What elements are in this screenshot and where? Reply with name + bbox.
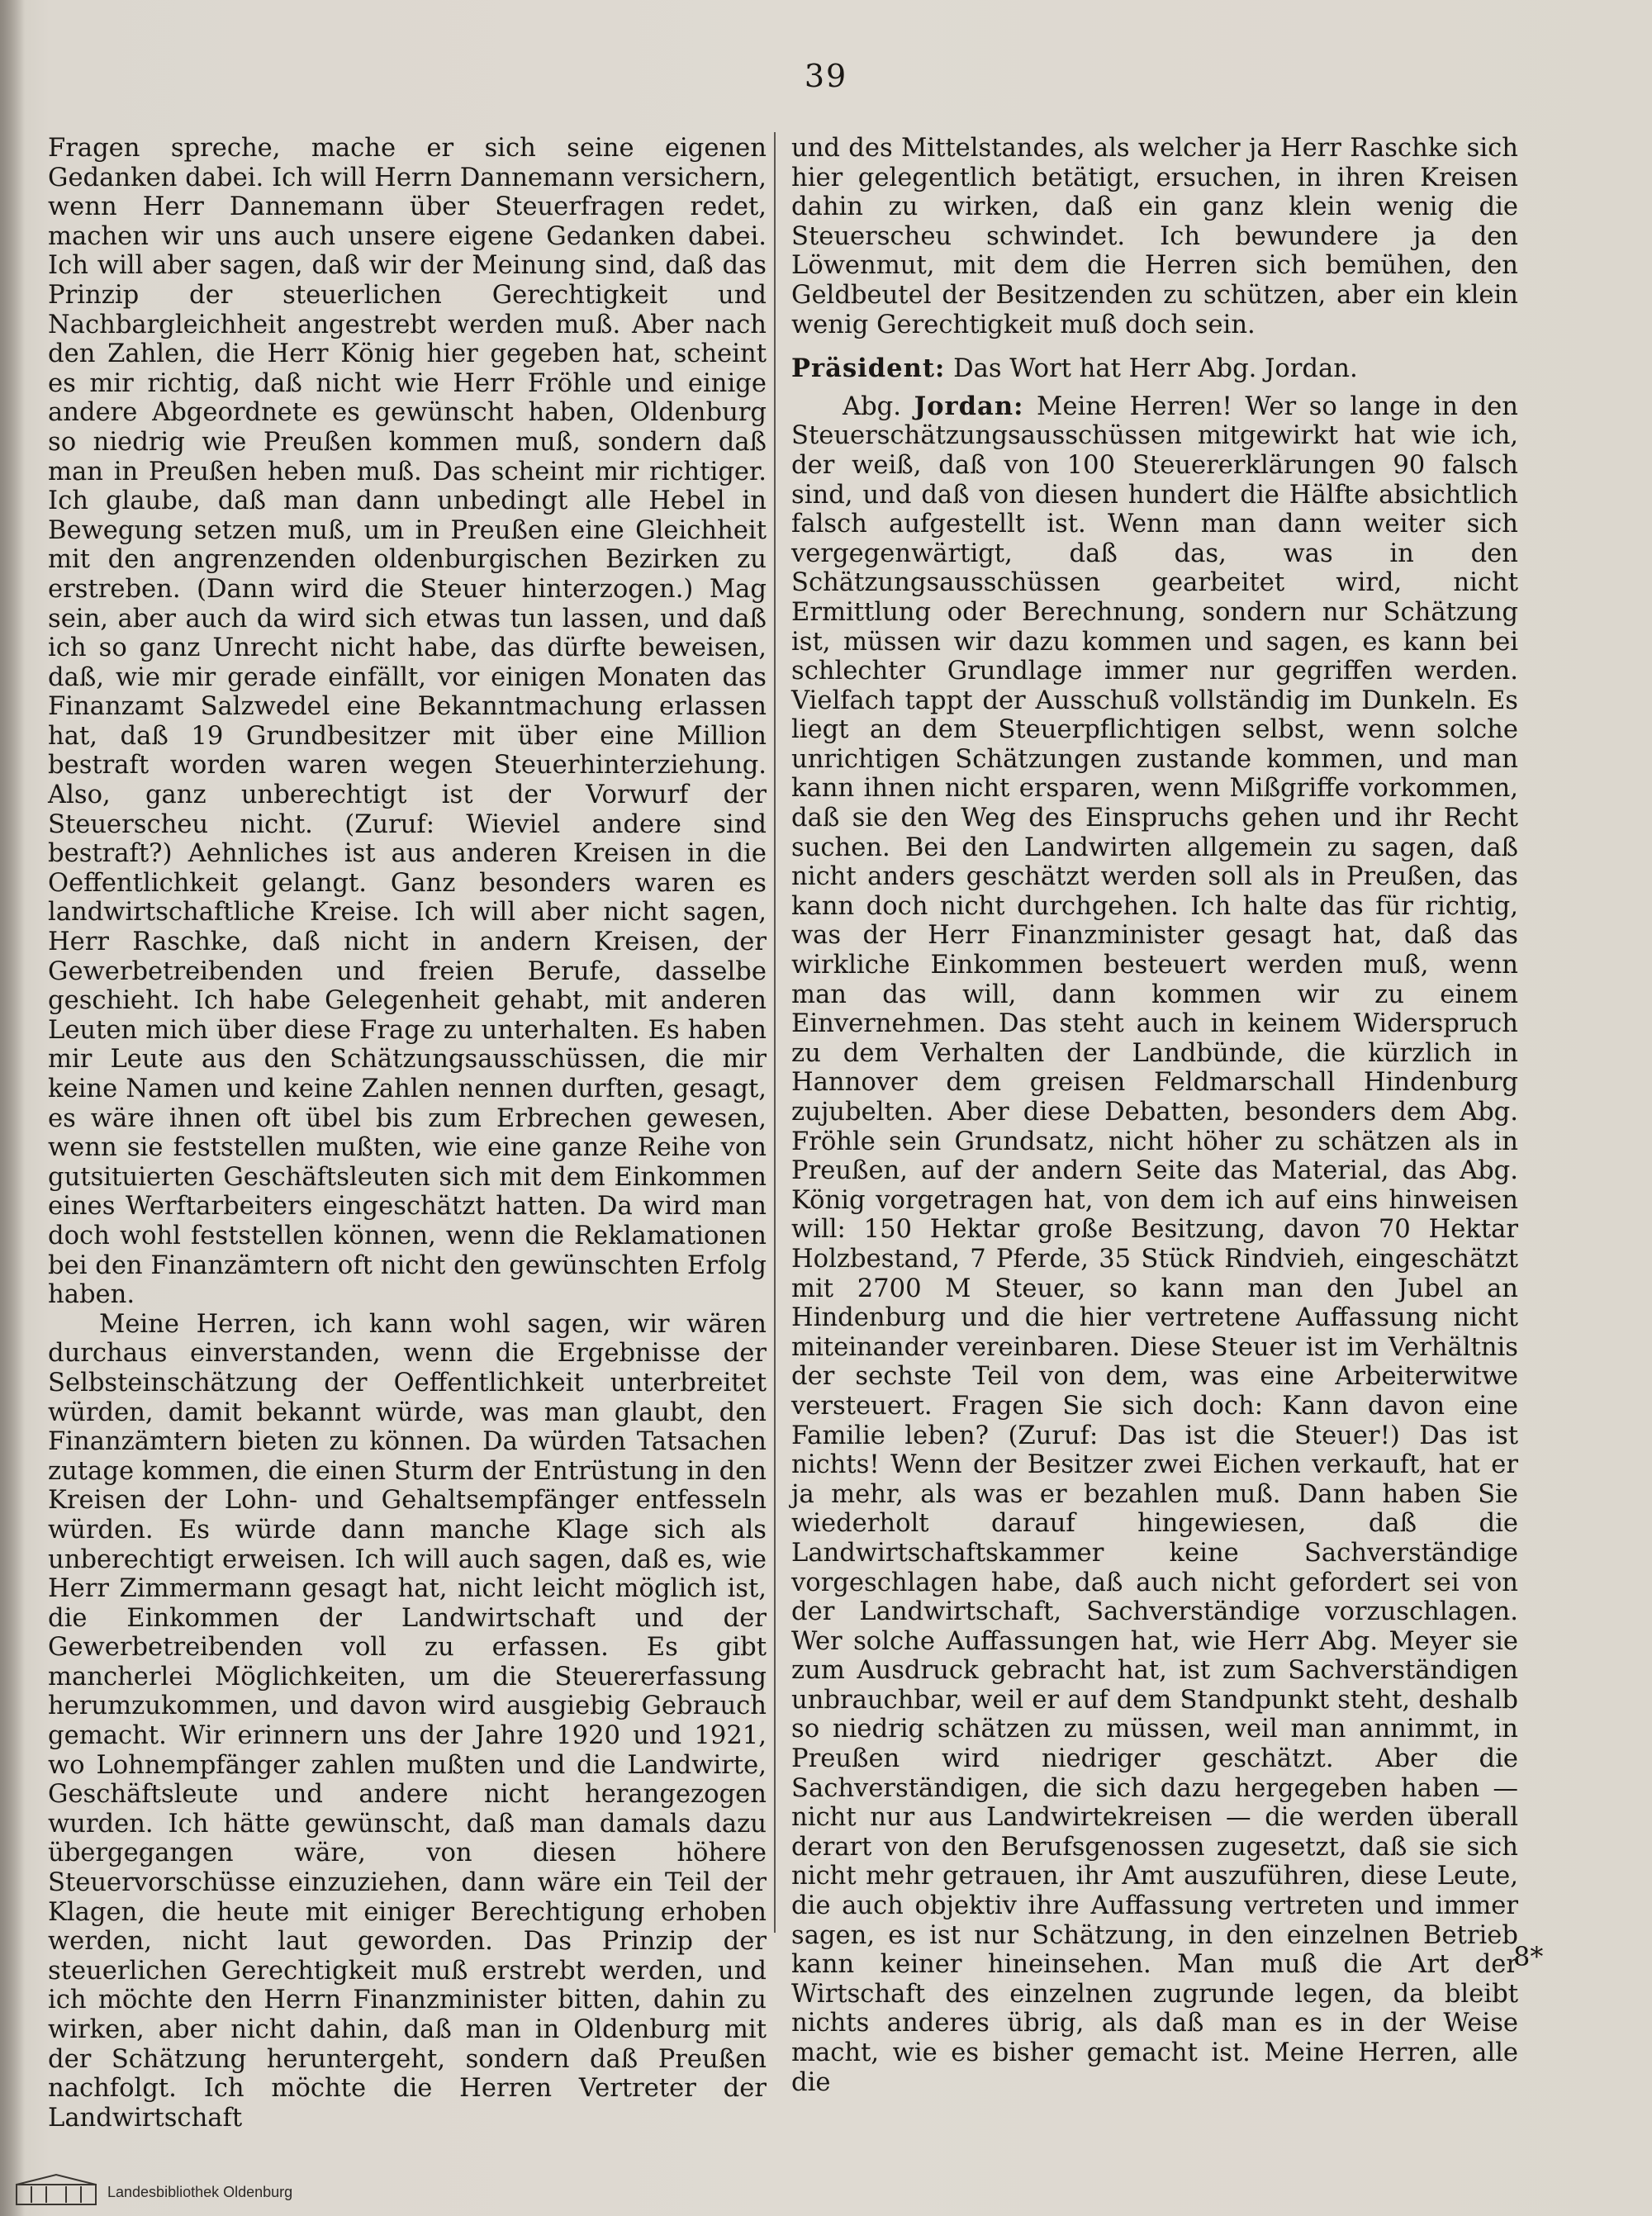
right-column [791, 134, 1518, 2097]
president-line [791, 354, 1518, 384]
library-logo-icon [15, 2173, 97, 2206]
column-divider [774, 132, 776, 1933]
speaker-label: Jordan: [914, 391, 1024, 421]
left-paragraph-1: Fragen spreche, mache er sich seine eigenen Gedanken dabei. Ich will Herrn Dannemann versichern, wenn Herr Dannemann über Steuerfragen redet, machen wir uns auch unsere eigene Gedanken dabei. Ich will aber sagen, daß wir der Meinung sind, daß das Prinzip der steuerlichen Gerechtigkeit und Nachbargleichheit angestrebt werden muß. Aber nach den Zahlen, die Herr König hier gegeben hat, scheint es mir richtig, daß nicht wie Herr Fröhle und einige andere Abgeordnete es gewünscht haben, Oldenburg so niedrig wie Preußen kommen muß, sondern daß man in Preußen heben muß. Das scheint mir richtiger. Ich glaube, daß man dann unbedingt alle Hebel in Bewegung setzen muß, um in Preußen eine Gleichheit mit den angrenzenden oldenburgischen Bezirken zu erstreben. (Dann wird die Steuer hinterzogen.) Mag sein, aber auch da wird sich etwas tun lassen, und daß ich so ganz Unrecht nicht habe, das dürfte beweisen, daß, wie mir gerade einfällt, vor einigen Monaten das Finanzamt Salzwedel eine Bekanntmachung erlassen hat, daß 19 Grundbesitzer mit über eine Million bestraft worden waren wegen Steuerhinterziehung. Also, ganz unberechtigt ist der Vorwurf der Steuerscheu nicht. (Zuruf: Wieviel andere sind bestraft?) Aehnliches ist aus anderen Kreisen in die Oeffentlichkeit gelangt. Ganz besonders waren es landwirtschaftliche Kreise. Ich will aber nicht sagen, Herr Raschke, daß nicht in andern Kreisen, der Gewerbetreibenden und freien Berufe, dasselbe geschieht. Ich habe Gelegenheit gehabt, mit anderen Leuten mich über diese Frage zu unterhalten. Es haben mir Leute aus den Schätzungsausschüssen, die mir keine Namen und keine Zahlen nennen durften, gesagt, es wäre ihnen oft übel bis zum Erbrechen gewesen, wenn sie feststellen mußten, wie eine ganze Reihe von gutsituierten Geschäftsleuten sich mit dem Einkommen eines Werftarbeiters eingeschätzt hatten. Da wird man doch wohl feststellen können, wenn die Reklamationen bei den Finanzämtern oft nicht den gewünschten Erfolg haben. [48, 134, 767, 1310]
president-text: Das Wort hat Herr Abg. Jordan. [953, 354, 1358, 384]
left-paragraph-2: Meine Herren, ich kann wohl sagen, wir wären durchaus einverstanden, wenn die Ergebnisse der Selbsteinschätzung der Oeffentlichkeit unterbreitet würden, damit bekannt würde, was man glaubt, den Finanzämtern bieten zu können. Da würden Tatsachen zutage kommen, die einen Sturm der Entrüstung in den Kreisen der Lohn- und Gehaltsempfänger entfesseln würden. Es würde dann manche Klage sich als unberechtigt erweisen. Ich will auch sagen, daß es, wie Herr Zimmermann gesagt hat, nicht leicht möglich ist, die Einkommen der Landwirtschaft und der Gewerbetreibenden voll zu erfassen. Es gibt mancherlei Möglichkeiten, um die Steuererfassung herumzukommen, und davon wird ausgiebig Gebrauch gemacht. Wir erinnern uns der Jahre 1920 und 1921, wo Lohnempfänger zahlen mußten und die Landwirte, Geschäftsleute und andere nicht herangezogen wurden. Ich hätte gewünscht, daß man damals dazu übergegangen wäre, von diesen höhere Steuervorschüsse einzuziehen, dann wäre ein Teil der Klagen, die heute mit einiger Berechtigung erhoben werden, nicht laut geworden. Das Prinzip der steuerlichen Gerechtigkeit muß erstrebt werden, und ich möchte den Herrn Finanzminister bitten, dahin zu wirken, aber nicht dahin, daß man in Oldenburg mit der Schätzung heruntergeht, sondern daß Preußen nachfolgt. Ich möchte die Herren Vertreter der Landwirtschaft [48, 1309, 767, 2133]
jordan-speech-text: Meine Herren! Wer so lange in den Steuerschätzungsausschüssen mitgewirkt hat wie ich, der weiß, daß von 100 Steuererklärungen 90 falsch sind, und daß von diesen hundert die Hälfte absichtlich falsch aufgestellt ist. Wenn man dann weiter sich vergegenwärtigt, daß das, was in den Schätzungsausschüssen gearbeitet wird, nicht Ermittlung oder Berechnung, sondern nur Schätzung ist, müssen wir dazu kommen und sagen, es kann bei schlechter Grundlage immer nur gegriffen werden. Vielfach tappt der Ausschuß vollständig im Dunkeln. Es liegt an dem Steuerpflichtigen selbst, wenn solche unrichtigen Schätzungen zustande kommen, und man kann ihnen nicht ersparen, wenn Mißgriffe vorkommen, daß sie den Weg des Einspruchs gehen und ihr Recht suchen. Bei den Landwirten allgemein zu sagen, daß nicht anders geschätzt werden soll als in Preußen, das kann doch nicht durchgehen. Ich halte das für richtig, was der Herr Finanzminister gesagt hat, daß das wirkliche Einkommen besteuert werden muß, wenn man das will, dann kommen wir zu einem Einvernehmen. Das steht auch in keinem Widerspruch zu dem Verhalten der Landbünde, die kürzlich in Hannover dem greisen Feldmarschall Hindenburg zujubelten. Aber diese Debatten, besonders dem Abg. Fröhle sein Grundsatz, nicht höher zu schätzen als in Preußen, auf der andern Seite das Material, das Abg. König vorgetragen hat, von dem ich auf eins hinweisen will: 150 Hektar große Besitzung, davon 70 Hektar Holzbestand, 7 Pferde, 35 Stück Rindvieh, eingeschätzt mit 2700 M Steuer, so kann man den Jubel an Hindenburg und die hier vertretene Auffassung nicht miteinander vereinbaren. Diese Steuer ist im Verhältnis der sechste Teil von dem, was eine Arbeiterwitwe versteuert. Fragen Sie sich doch: Kann davon eine Familie leben? (Zuruf: Das ist die Steuer!) Das ist nichts! Wenn der Besitzer zwei Eichen verkauft, hat er ja mehr, als was er bezahlen muß. Dann haben Sie wiederholt darauf hingewiesen, daß die Landwirtschaftskammer keine Sachverständige vorgeschlagen habe, daß auch nicht gefordert sei von der Landwirtschaft, Sachverständige vorzuschlagen. Wer solche Auffassungen hat, wie Herr Abg. Meyer sie zum Ausdruck gebracht hat, ist zum Sachverständigen unbrauchbar, weil er auf dem Standpunkt steht, deshalb so niedrig schätzen zu müssen, weil man annimmt, in Preußen wird niedriger geschätzt. Aber die Sachverständigen, die sich dazu hergegeben haben — nicht nur aus Landwirtekreisen — die werden überall derart von den Berufsgenossen zugesetzt, daß sie sich nicht mehr getrauen, ihr Amt auszuführen, diese Leute, die auch objektiv ihre Auffassung vertreten und immer sagen, es ist nur Schätzung, in den einzelnen Betrieb kann keiner hineinsehen. Man muß die Art der Wirtschaft des einzelnen zugrunde legen, da bleibt nichts anderes übrig, als daß man es in der Weise macht, wie es bisher gemacht ist. Meine Herren, alle die [791, 391, 1518, 2097]
library-name: Landesbibliothek Oldenburg [107, 2184, 293, 2200]
abg-prefix: Abg. [843, 391, 901, 421]
signature-mark: 8* [1513, 1941, 1544, 1972]
binding-shadow [0, 0, 25, 2216]
jordan-speech [791, 392, 1518, 2097]
page-number: 39 [804, 58, 848, 94]
right-paragraph-1: und des Mittelstandes, als welcher ja Herr Raschke sich hier gelegentlich betätigt, ersuchen, in ihren Kreisen dahin zu wirken, daß ein ganz klein wenig die Steuerscheu schwindet. Ich bewundere ja den Löwenmut, mit dem die Herren sich bemühen, den Geldbeutel der Besitzenden zu schützen, aber ein klein wenig Gerechtigkeit muß doch sein. [791, 134, 1518, 339]
left-column [48, 134, 767, 2133]
president-label: Präsident: [791, 354, 946, 384]
